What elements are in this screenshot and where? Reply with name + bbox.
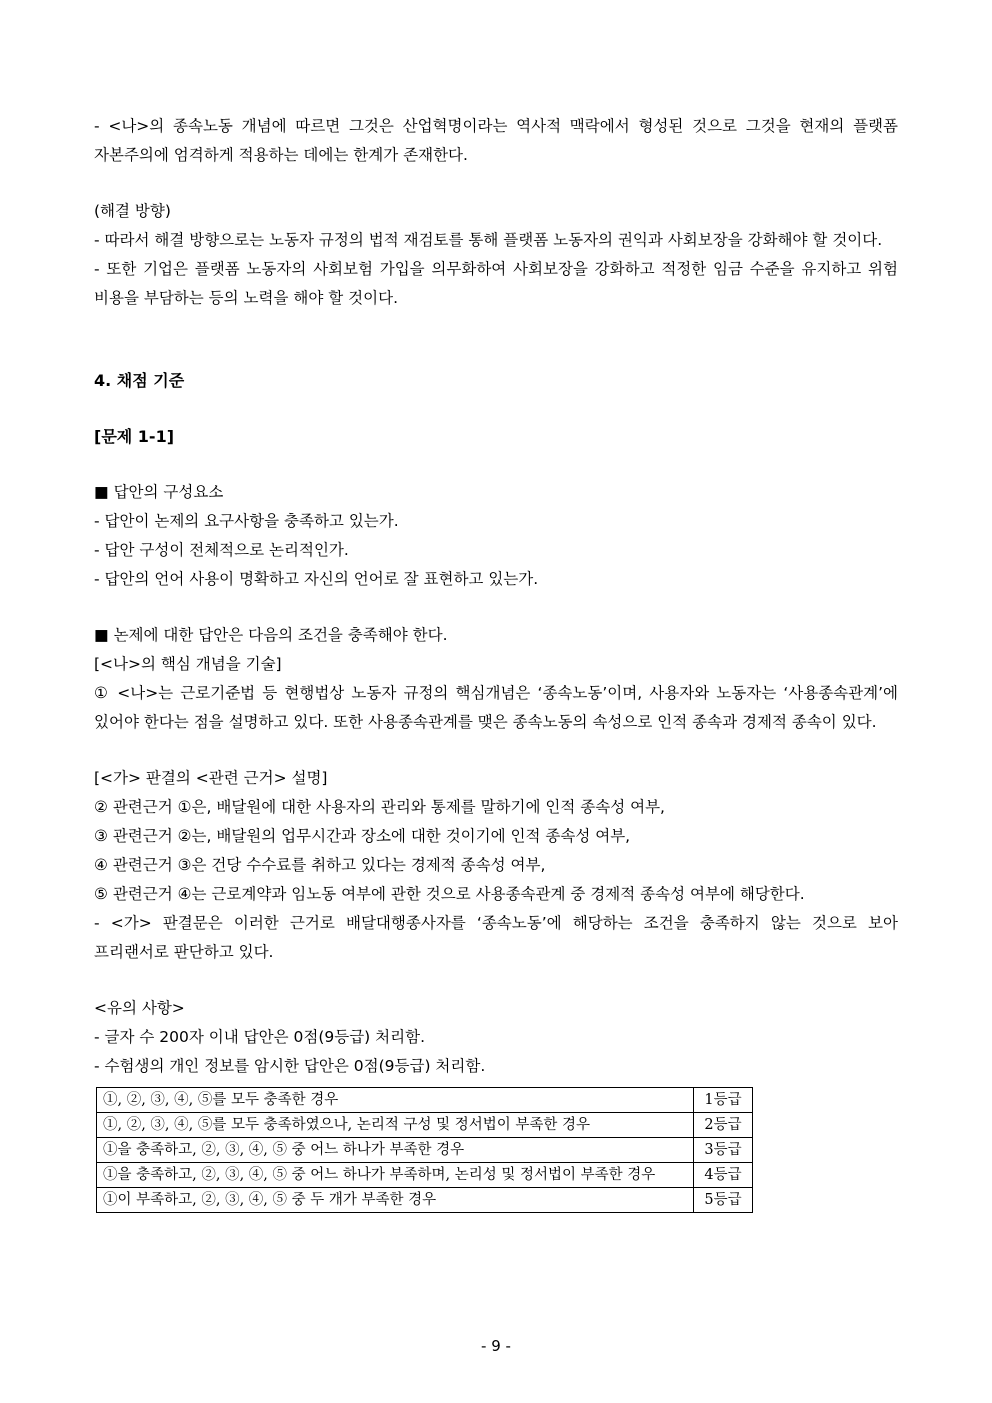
judgment-summary: - <가> 판결문은 이러한 근거로 배달대행종사자를 ‘종속노동’에 해당하는 조건을 충족하지 않는 것으로 보아 프리랜서로 판단하고 있다. [94, 914, 898, 961]
table-row [97, 1188, 753, 1213]
page-number: - 9 - [481, 1337, 511, 1355]
condition-item-3: ③ 관련근거 ②는, 배달원의 업무시간과 장소에 대한 것이기에 인적 종속성 여부, [94, 827, 631, 845]
components-item: - 답안 구성이 전체적으로 논리적인가. [94, 541, 349, 559]
condition-item-1: ① <나>는 근로기준법 등 현행법상 노동자 규정의 핵심개념은 ‘종속노동’이며, 사용자와 노동자는 ‘사용종속관계’에 있어야 한다는 점을 설명하고 있다. 또한 사용종속관계를 맺은 종속노동의 속성으로 인적 종속과 경제적 종속이 있다. [94, 684, 898, 731]
solution-item: - 따라서 해결 방향으로는 노동자 규정의 법적 재검토를 통해 플랫폼 노동자의 권익과 사회보장을 강화해야 할 것이다. [94, 231, 883, 249]
condition-item-2: ② 관련근거 ①은, 배달원에 대한 사용자의 관리와 통제를 말하기에 인적 종속성 여부, [94, 798, 665, 816]
notes-item: - 글자 수 200자 이내 답안은 0점(9등급) 처리함. [94, 1028, 426, 1046]
notes-item: - 수험생의 개인 정보를 암시한 답안은 0점(9등급) 처리함. [94, 1057, 486, 1075]
grade-cell: 4등급 [694, 1163, 753, 1188]
section-title: 4. 채점 기준 [94, 371, 185, 390]
solution-item: - 또한 기업은 플랫폼 노동자의 사회보험 가입을 의무화하여 사회보장을 강화하고 적정한 임금 수준을 유지하고 위험 비용을 부담하는 등의 노력을 해야 할 것이다. [94, 260, 898, 307]
table-row [97, 1113, 753, 1138]
criterion-cell: ①, ②, ③, ④, ⑤를 모두 충족한 경우 [97, 1088, 694, 1113]
grade-table [96, 1087, 753, 1213]
document-body [94, 112, 898, 1213]
grade-cell: 2등급 [694, 1113, 753, 1138]
paragraph-limitation: - <나>의 종속노동 개념에 따르면 그것은 산업혁명이라는 역사적 맥락에서 형성된 것으로 그것을 현재의 플랫폼 자본주의에 엄격하게 적용하는 데에는 한계가 존재한다. [94, 117, 898, 164]
criterion-cell: ①을 충족하고, ②, ③, ④, ⑤ 중 어느 하나가 부족하며, 논리성 및 정서법이 부족한 경우 [97, 1163, 694, 1188]
criterion-cell: ①, ②, ③, ④, ⑤를 모두 충족하였으나, 논리적 구성 및 정서법이 부족한 경우 [97, 1113, 694, 1138]
condition-item-5: ⑤ 관련근거 ④는 근로계약과 임노동 여부에 관한 것으로 사용종속관계 중 경제적 종속성 여부에 해당한다. [94, 885, 805, 903]
grade-cell: 5등급 [694, 1188, 753, 1213]
criterion-cell: ①을 충족하고, ②, ③, ④, ⑤ 중 어느 하나가 부족한 경우 [97, 1138, 694, 1163]
solution-heading: (해결 방향) [94, 202, 171, 220]
table-row [97, 1138, 753, 1163]
components-heading: ■ 답안의 구성요소 [94, 483, 224, 501]
notes-heading: <유의 사항> [94, 999, 185, 1017]
table-row [97, 1163, 753, 1188]
criterion-cell: ①이 부족하고, ②, ③, ④, ⑤ 중 두 개가 부족한 경우 [97, 1188, 694, 1213]
components-item: - 답안이 논제의 요구사항을 충족하고 있는가. [94, 512, 399, 530]
problem-title: [문제 1-1] [94, 427, 175, 446]
table-row [97, 1088, 753, 1113]
condition-item-4: ④ 관련근거 ③은 건당 수수료를 취하고 있다는 경제적 종속성 여부, [94, 856, 546, 874]
conditions-subheading: [<가> 판결의 <관련 근거> 설명] [94, 769, 328, 787]
components-item: - 답안의 언어 사용이 명확하고 자신의 언어로 잘 표현하고 있는가. [94, 570, 539, 588]
grade-cell: 1등급 [694, 1088, 753, 1113]
conditions-heading: ■ 논제에 대한 답안은 다음의 조건을 충족해야 한다. [94, 626, 448, 644]
grade-cell: 3등급 [694, 1138, 753, 1163]
conditions-subheading: [<나>의 핵심 개념을 기술] [94, 655, 282, 673]
